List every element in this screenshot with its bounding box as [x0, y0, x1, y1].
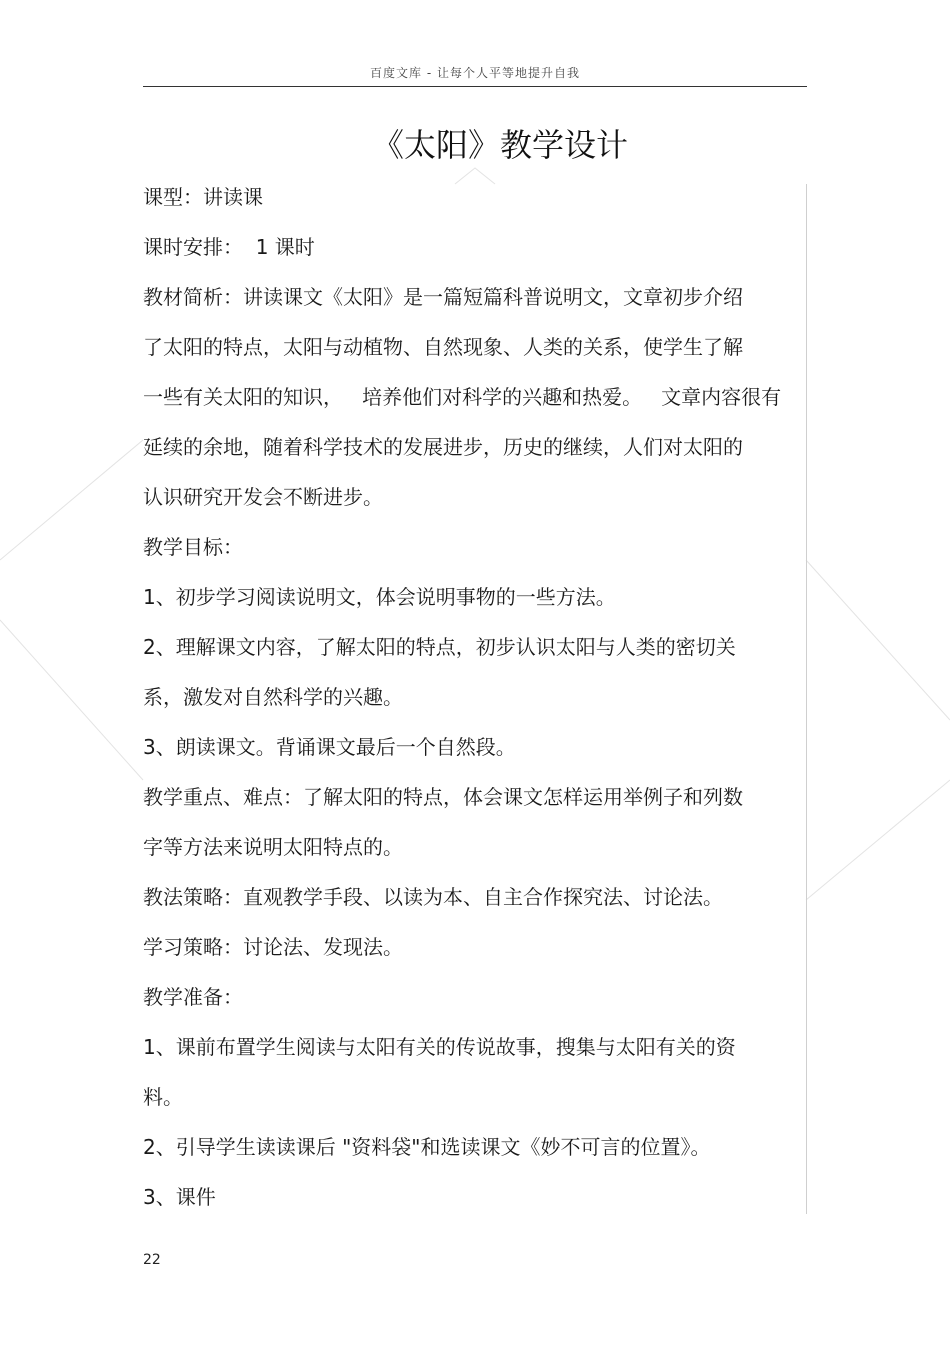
text-line: 1、初步学习阅读说明文，体会说明事物的一些方法。 [143, 585, 616, 609]
page-number: 22 [143, 1252, 161, 1268]
text-line: 教学目标： [143, 535, 243, 559]
text-line: 3、课件 [143, 1185, 216, 1209]
header-divider [143, 86, 807, 87]
text-line: 课型：讲读课 [143, 185, 263, 209]
text-line: 字等方法来说明太阳特点的。 [143, 835, 403, 859]
text-line: 3、朗读课文。背诵课文最后一个自然段。 [143, 735, 516, 759]
document-body [143, 172, 808, 1222]
text-line: 认识研究开发会不断进步。 [143, 485, 383, 509]
document-title: 《太阳》教学设计 [371, 126, 628, 164]
text-line: 延续的余地，随着科学技术的发展进步，历史的继续，人们对太阳的 [143, 435, 743, 459]
text-line: 2、引导学生读读课后 "资料袋"和选读课文《妙不可言的位置》。 [143, 1135, 711, 1159]
text-line: 2、理解课文内容，了解太阳的特点，初步认识太阳与人类的密切关 [143, 635, 736, 659]
text-line: 学习策略：讨论法、发现法。 [143, 935, 403, 959]
text-line: 一些有关太阳的知识， 培养他们对科学的兴趣和热爱。 文章内容很有 [143, 385, 782, 409]
text-line: 课时安排： 1 课时 [143, 235, 315, 259]
page-header: 百度文库 - 让每个人平等地提升自我 [370, 66, 580, 80]
text-line: 料。 [143, 1085, 183, 1109]
text-line: 教学准备： [143, 985, 243, 1009]
text-line: 了太阳的特点，太阳与动植物、自然现象、人类的关系，使学生了解 [143, 335, 743, 359]
text-line: 教材简析：讲读课文《太阳》是一篇短篇科普说明文，文章初步介绍 [143, 285, 743, 309]
text-line: 教法策略：直观教学手段、以读为本、自主合作探究法、讨论法。 [143, 885, 723, 909]
text-line: 教学重点、难点：了解太阳的特点，体会课文怎样运用举例子和列数 [143, 785, 743, 809]
text-line: 1、课前布置学生阅读与太阳有关的传说故事，搜集与太阳有关的资 [143, 1035, 736, 1059]
text-line: 系，激发对自然科学的兴趣。 [143, 685, 403, 709]
